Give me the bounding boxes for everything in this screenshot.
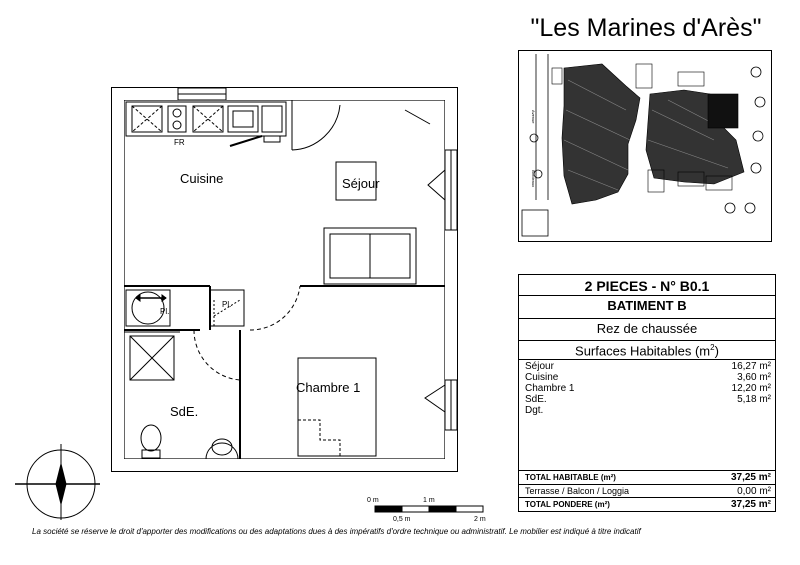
surfaces-title-text: Surfaces Habitables (m [575, 343, 711, 359]
project-title: "Les Marines d'Arès" [530, 14, 762, 42]
bathroom-door-arc [194, 330, 240, 380]
total-habitable-row [525, 472, 771, 483]
surface-row-sejour [525, 361, 771, 372]
disclaimer-footnote: La société se réserve le droit d'apporter des modifications ou des adaptations dues à des impératifs d'ordre technique ou administratif. Le mobilier est indiqué à titre indicatif [32, 527, 641, 536]
interior-walls [124, 286, 445, 459]
surface-name: SdE. [525, 394, 547, 405]
surfaces-title-sup: 2 [710, 343, 715, 352]
surfaces-title [519, 343, 775, 358]
surface-row-cuisine [525, 372, 771, 383]
surface-name: Cuisine [525, 372, 559, 383]
surfaces-table [518, 274, 776, 512]
site-road-label: Bordeaux [531, 170, 536, 188]
surface-value: 16,27 m² [731, 361, 771, 372]
bedroom-door-arc [250, 286, 300, 330]
kitchen-counter [126, 102, 286, 146]
total-habitable-label: TOTAL HABITABLE (m²) [525, 473, 616, 482]
surface-row-sde [525, 394, 771, 405]
surfaces-title-close: ) [714, 343, 719, 359]
total-pondere-row [525, 499, 771, 510]
level-label: Rez de chaussée [596, 321, 698, 336]
surface-name: Dgt. [525, 405, 544, 416]
outer-walls [112, 88, 457, 471]
site-plan [518, 50, 772, 242]
building-label: BATIMENT B [607, 298, 687, 313]
room-label-cuisine: Cuisine [180, 171, 224, 186]
total-habitable-value: 37,25 m² [730, 472, 771, 483]
surface-value: 3,60 m² [737, 372, 771, 383]
washbasin [206, 439, 238, 459]
apartment-header: 2 PIECES - N° B0.1 [584, 278, 710, 294]
surface-value: 5,18 m² [737, 394, 771, 405]
room-label-sde: SdE. [170, 404, 199, 419]
top-window [178, 88, 226, 100]
terrasse-label: Terrasse / Balcon / Loggia [525, 486, 630, 496]
scale-label-05: 0,5 m [393, 516, 411, 523]
total-pondere-label: TOTAL PONDERE (m²) [525, 500, 610, 509]
surface-value: 12,20 m² [731, 383, 771, 394]
surface-row-dgt [525, 405, 771, 416]
toilet [141, 425, 161, 458]
surface-name: Chambre 1 [525, 383, 575, 394]
scale-bar [375, 506, 483, 512]
sofa [324, 228, 416, 284]
closet-label-2: Pl. [222, 300, 232, 309]
scale-label-2: 2 m [474, 516, 486, 523]
wall-fill [112, 88, 457, 471]
terrasse-value: 0,00 m² [737, 486, 771, 497]
surface-name: Séjour [525, 361, 554, 372]
site-road-left: Avenue [531, 110, 536, 124]
room-label-sejour: Séjour [342, 176, 380, 191]
right-window-bottom [425, 380, 457, 430]
scale-label-1: 1 m [423, 497, 435, 504]
total-pondere-value: 37,25 m² [730, 499, 771, 510]
closet-label-1: Pl. [160, 307, 170, 316]
compass-icon [15, 444, 100, 520]
right-window-top [428, 150, 457, 230]
fridge-label: FR [174, 138, 185, 147]
shower [130, 336, 174, 380]
room-label-chambre: Chambre 1 [296, 380, 361, 395]
bed [298, 358, 376, 456]
door-swing-mark [405, 110, 430, 124]
surface-row-chambre [525, 383, 771, 394]
terrasse-row [525, 486, 771, 497]
scale-label-0: 0 m [367, 497, 379, 504]
